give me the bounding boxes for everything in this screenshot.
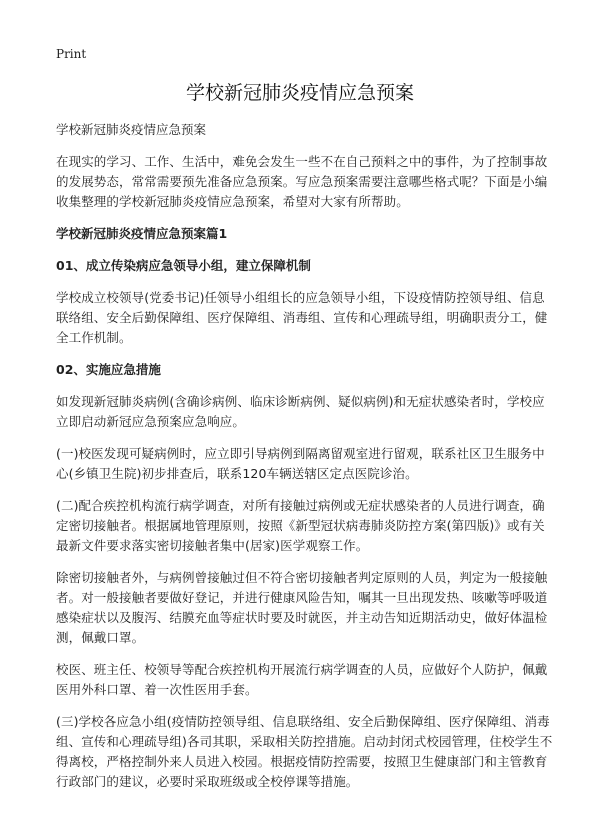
print-link[interactable]: Print	[56, 47, 87, 61]
measure-item-2: (二)配合疾控机构流行病学调查，对所有接触过病例或无症状感染者的人员进行调查，确定密切接触者。根据属地管理原则，按照《新型冠状病毒肺炎防控方案(第四版)》或有关最新文件要求落实密切接触者集中(居家)医学观察工作。	[56, 498, 545, 553]
measure-item-1: (一)校医发现可疑病例时，应立即引导病例到隔离留观室进行留观，联系社区卫生服务中心(乡镇卫生院)初步排查后，联系120车辆送辖区定点医院诊治。	[56, 446, 545, 481]
measure-item-2-staff: 校医、班主任、校领导等配合疾控机构开展流行病学调查的人员，应做好个人防护，佩戴医用外科口罩、着一次性医用手套。	[56, 662, 548, 697]
measure-item-2-detail: 除密切接触者外，与病例曾接触过但不符合密切接触者判定原则的人员，判定为一般接触者。对一般接触者要做好登记，并进行健康风险告知，嘱其一旦出现发热、咳嗽等呼吸道感染症状以及腹泻、结膜充血等症状时要及时就医，并主动告知近期活动史，做好体温检测，佩戴口罩。	[56, 570, 548, 645]
section-heading-2: 02、实施应急措施	[56, 362, 161, 377]
section1-paragraph: 学校成立校领导(党委书记)任领导小组组长的应急领导小组，下设疫情防控领导组、信息联络组、安全后勤保障组、医疗保障组、消毒组、宣传和心理疏导组，明确职责分工，健全工作机制。	[56, 290, 548, 345]
measure-item-3: (三)学校各应急小组(疫情防控领导组、信息联络组、安全后勤保障组、医疗保障组、消毒组、宣传和心理疏导组)各司其职，采取相关防控措施。启动封闭式校园管理，住校学生不得离校，严格控制外来人员进入校园。根据疫情防控需要，按照卫生健康部门和主管教育行政部门的建议，必要时采取班级或全校停课等措施。	[56, 714, 553, 789]
page-title: 学校新冠肺炎疫情应急预案	[185, 82, 414, 104]
document-body	[56, 120, 556, 804]
section2-intro-paragraph: 如发现新冠肺炎病例(含确诊病例、临床诊断病例、疑似病例)和无症状感染者时，学校应立即启动新冠应急预案应急响应。	[56, 394, 545, 429]
section-heading-1: 01、成立传染病应急领导小组，建立保障机制	[56, 258, 311, 273]
intro-paragraph: 在现实的学习、工作、生活中，难免会发生一些不在自己预料之中的事件，为了控制事故的发展势态，常常需要预先准备应急预案。写应急预案需要注意哪些格式呢？下面是小编收集整理的学校新冠肺炎疫情应急预案，希望对大家有所帮助。	[56, 154, 548, 209]
document-subtitle: 学校新冠肺炎疫情应急预案	[56, 122, 207, 137]
article-heading: 学校新冠肺炎疫情应急预案篇1	[56, 226, 228, 241]
